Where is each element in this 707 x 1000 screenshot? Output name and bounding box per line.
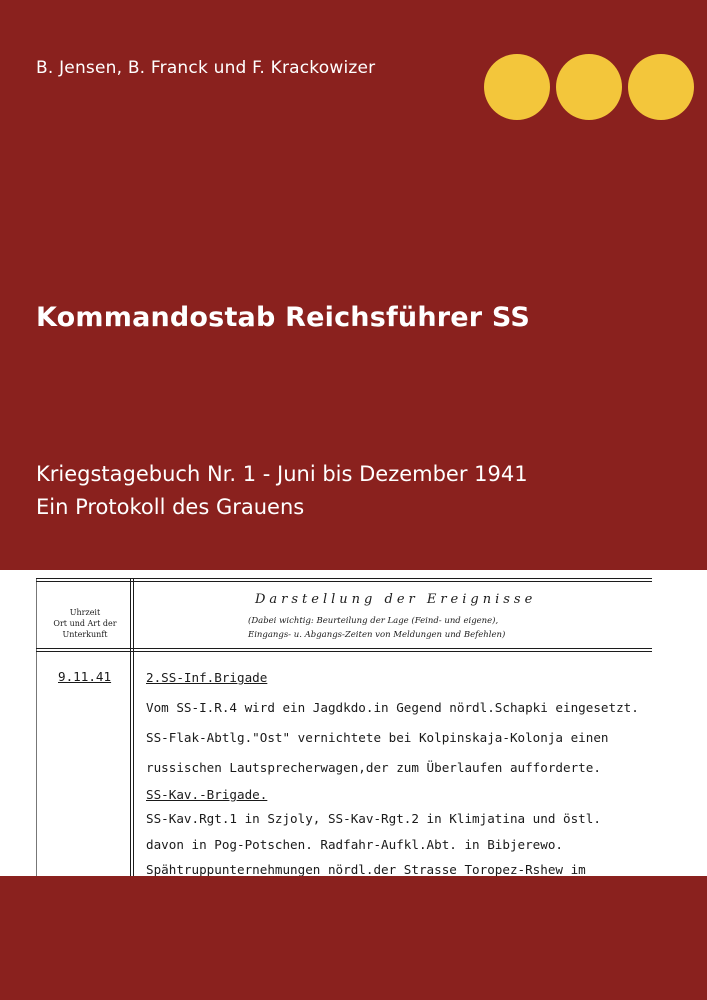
book-subtitle bbox=[36, 458, 528, 524]
table-column-divider-2 bbox=[133, 578, 134, 876]
col1-header-line1: Uhrzeit bbox=[69, 608, 101, 617]
column-2-note-line2: Eingangs- u. Abgangs-Zeiten von Meldungen und Befehlen) bbox=[248, 630, 506, 640]
document-line-3: SS-Flak-Abtlg."Ost" vernichtete bei Kolpinskaja-Kolonja einen bbox=[146, 730, 609, 745]
document-line-2: Vom SS-I.R.4 wird ein Jagdkdo.in Gegend nördl.Schapki eingesetzt. bbox=[146, 700, 639, 715]
document-line-5: SS-Kav.-Brigade. bbox=[146, 787, 268, 802]
document-line-7: davon in Pog-Potschen. Radfahr-Aufkl.Abt. in Bibjerewo. bbox=[146, 837, 564, 852]
table-column-divider bbox=[130, 578, 131, 876]
document-line-6: SS-Kav.Rgt.1 in Szjoly, SS-Kav-Rgt.2 in Klimjatina und östl. bbox=[146, 811, 601, 826]
subtitle-line-2: Ein Protokoll des Grauens bbox=[36, 495, 305, 519]
decorative-dots bbox=[484, 54, 700, 122]
table-top-rule-2 bbox=[36, 581, 652, 582]
table-header-rule bbox=[36, 648, 652, 649]
col1-header-line3: Unterkunft bbox=[62, 630, 108, 639]
column-1-header bbox=[48, 607, 122, 640]
document-line-1: 2.SS-Inf.Brigade bbox=[146, 670, 268, 685]
yellow-dot-icon bbox=[484, 54, 550, 120]
document-line-4: russischen Lautsprecherwagen,der zum Überlaufen aufforderte. bbox=[146, 760, 601, 775]
table-left-rule bbox=[36, 578, 37, 876]
table-top-rule bbox=[36, 578, 652, 579]
yellow-dot-icon bbox=[628, 54, 694, 120]
column-2-header: Darstellung der Ereignisse bbox=[255, 592, 537, 607]
document-excerpt-image bbox=[0, 570, 707, 876]
yellow-dot-icon bbox=[556, 54, 622, 120]
book-title: Kommandostab Reichsführer SS bbox=[36, 302, 530, 333]
subtitle-line-1: Kriegstagebuch Nr. 1 - Juni bis Dezember 1941 bbox=[36, 462, 528, 486]
column-2-note-line1: (Dabei wichtig: Beurteilung der Lage (Feind- und eigene), bbox=[248, 616, 499, 626]
authors: B. Jensen, B. Franck und F. Krackowizer bbox=[36, 58, 376, 78]
table-header-rule-2 bbox=[36, 651, 652, 652]
document-line-8: Spähtruppunternehmungen nördl.der Strasse Toropez-Rshew im bbox=[146, 862, 586, 876]
entry-date: 9.11.41 bbox=[58, 669, 112, 684]
col1-header-line2: Ort und Art der bbox=[53, 619, 117, 628]
